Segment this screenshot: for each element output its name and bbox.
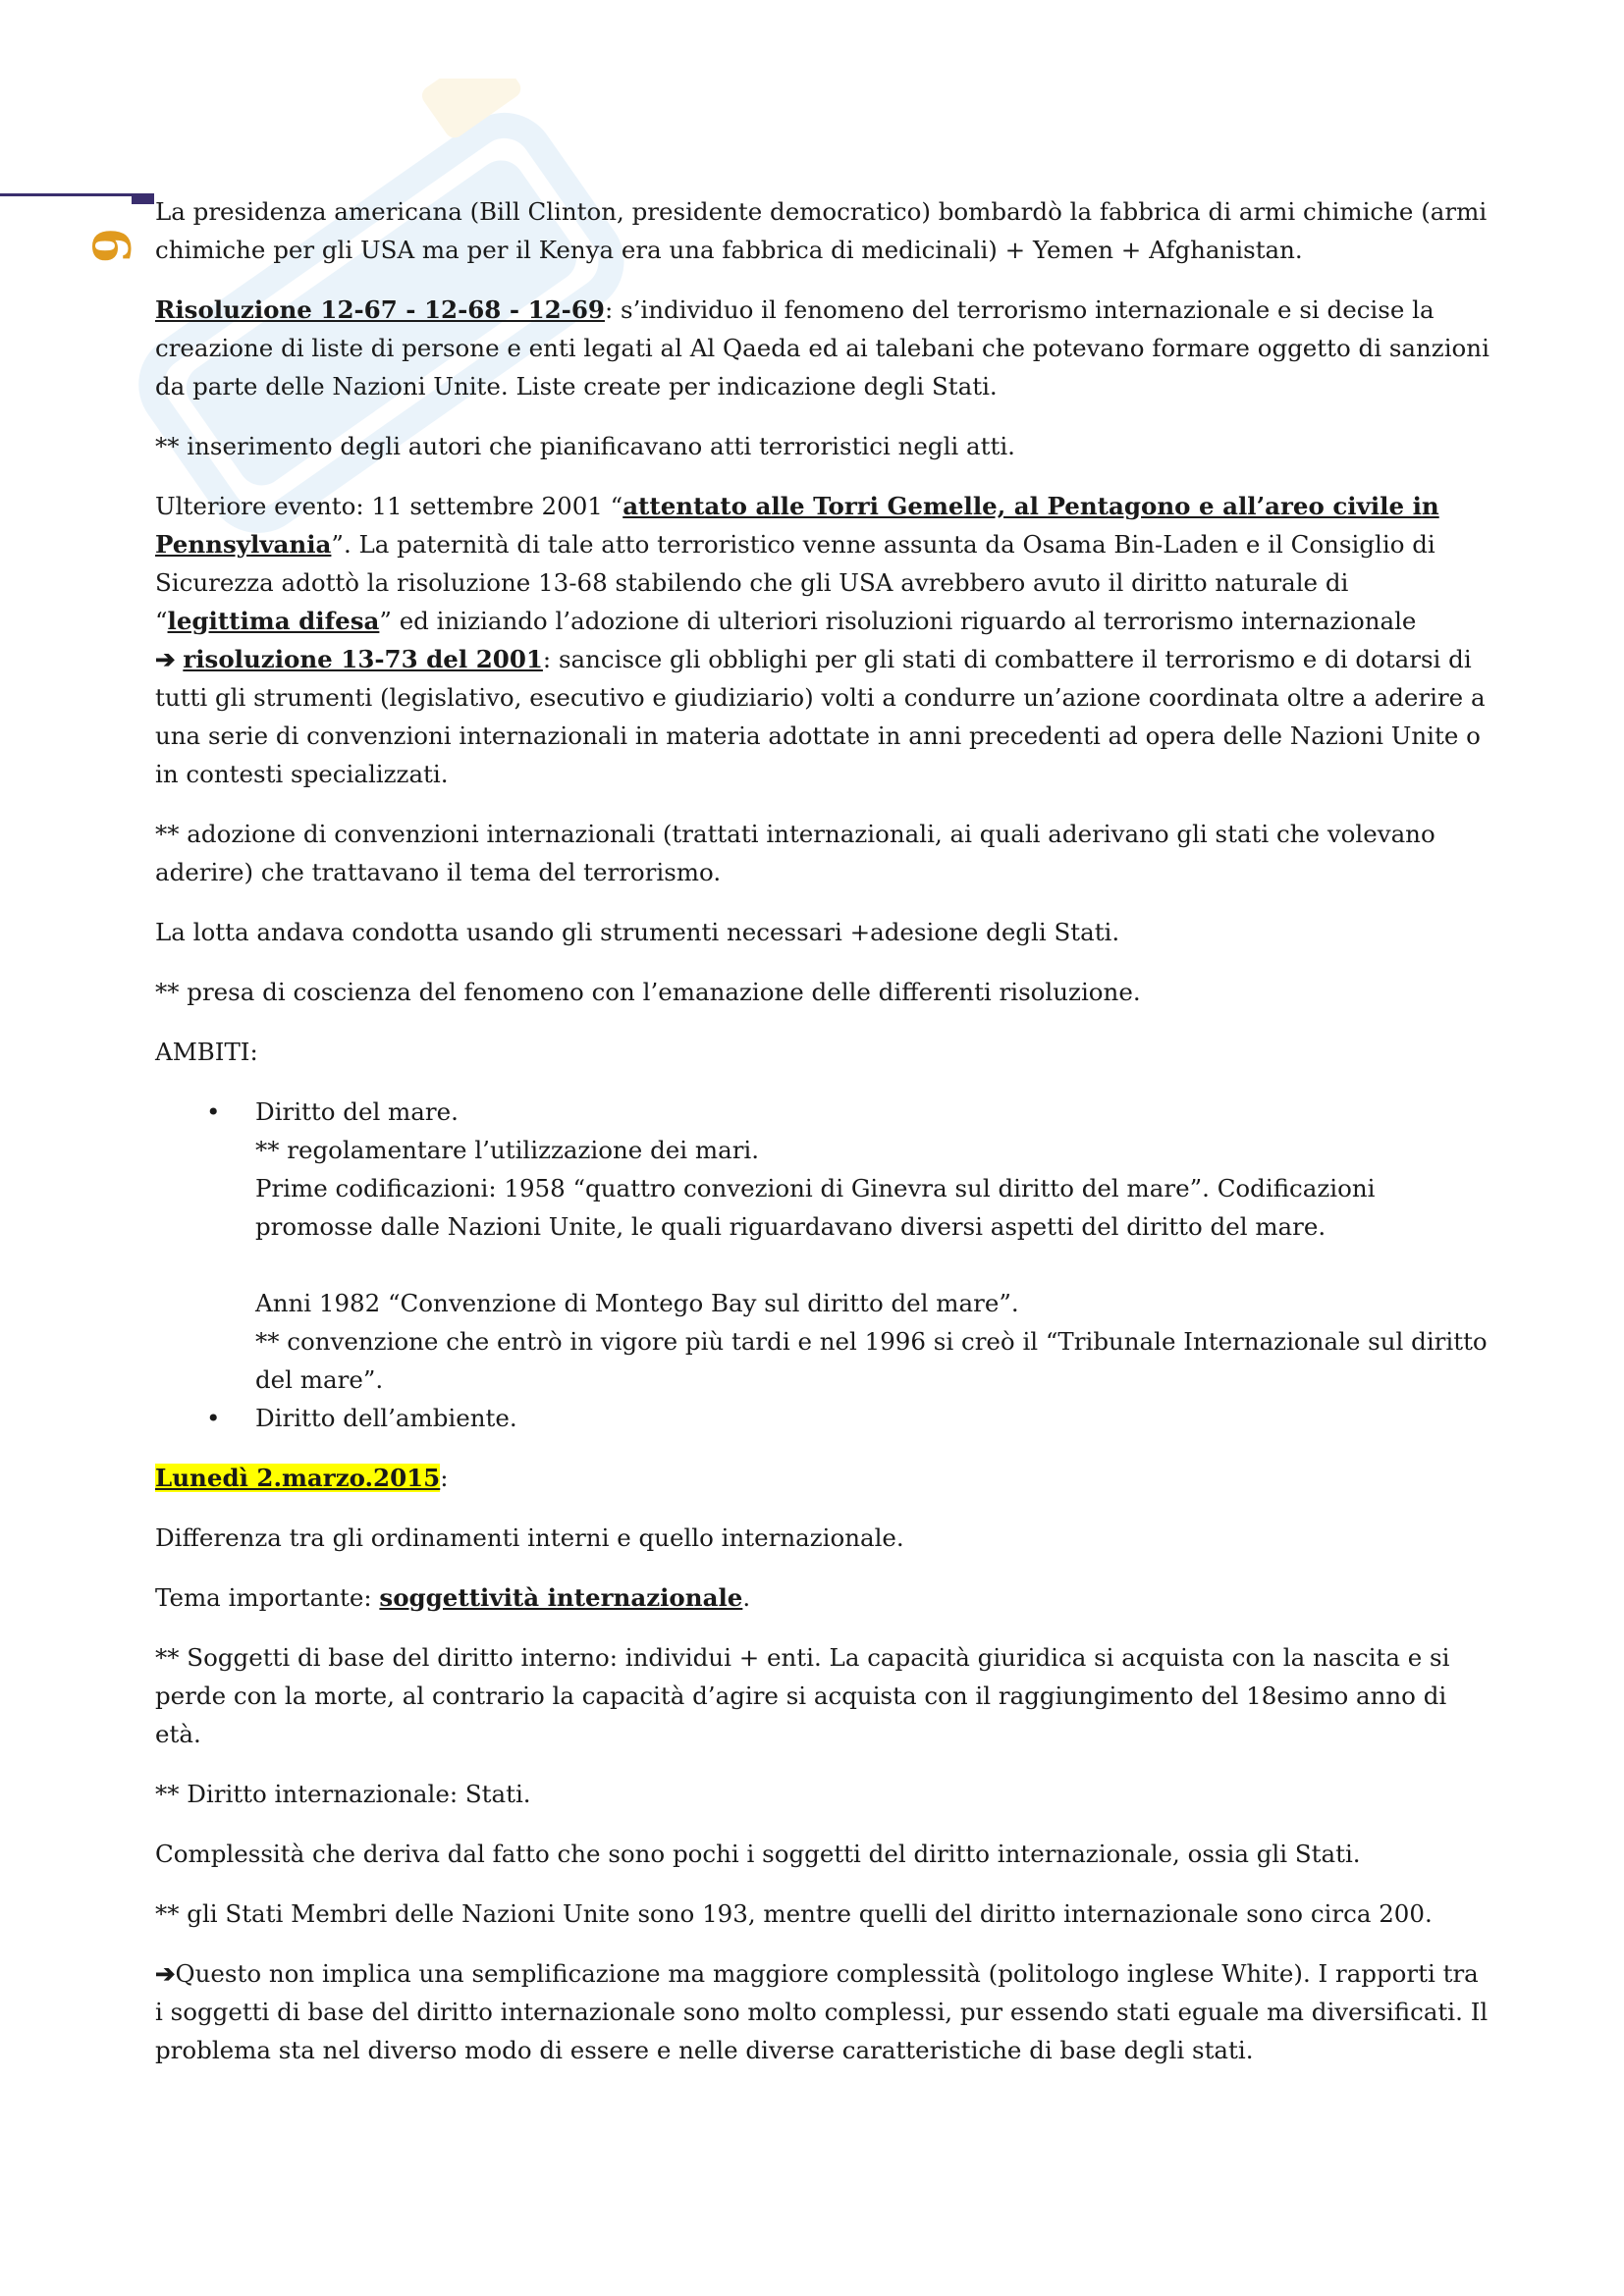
arrow-icon: ➔: [155, 1959, 176, 1988]
note-convenzioni: ** adozione di convenzioni internazionali (trattati internazionali, ai quali aderivano gli stati che volevano aderire) che trattavano il tema del terrorismo.: [155, 820, 1435, 886]
header-tab: [132, 196, 154, 204]
paragraph-clinton: La presidenza americana (Bill Clinton, presidente democratico) bombardò la fabbrica di armi chimiche (armi chimiche per gli USA ma per il Kenya era una fabbrica di medicinali) + Yemen + Afghanistan.: [155, 197, 1488, 264]
note-stati-membri: ** gli Stati Membri delle Nazioni Unite sono 193, mentre quelli del diritto internazionale sono circa 200.: [155, 1899, 1433, 1928]
bold-legittima-difesa: legittima difesa: [167, 607, 380, 635]
paragraph-11-settembre: [155, 487, 1490, 793]
text-segment: ” ed iniziando l’adozione di ulteriori risoluzioni riguardo al terrorismo internazionale: [379, 607, 1417, 635]
date-heading: [155, 1459, 1490, 1497]
ambiti-list: [155, 1093, 1490, 1437]
paragraph-lotta: La lotta andava condotta usando gli strumenti necessari +adesione degli Stati.: [155, 918, 1120, 946]
text-segment: Tema importante:: [155, 1583, 380, 1612]
paragraph-tema: [155, 1578, 1490, 1617]
bold-attentato: attentato alle Torri Gemelle, al Pentagono e all’areo civile in Pennsylvania: [155, 492, 1439, 559]
list-item-title: Diritto dell’ambiente.: [255, 1404, 517, 1432]
bold-risoluzione-1373: risoluzione 13-73 del 2001: [183, 645, 543, 673]
bold-soggettivita: soggettività internazionale: [379, 1583, 743, 1612]
date-label: Lunedì 2.marzo.2015: [155, 1464, 441, 1492]
list-item-note: ** convenzione che entrò in vigore più tardi e nel 1996 si creò il “Tribunale Internazionale sul diritto del mare”.: [255, 1327, 1488, 1394]
ambiti-heading: AMBITI:: [155, 1038, 258, 1066]
spacer: [255, 1246, 1490, 1284]
paragraph-complessita: Complessità che deriva dal fatto che sono pochi i soggetti del diritto internazionale, ossia gli Stati.: [155, 1840, 1361, 1868]
arrow-icon: ➔: [155, 645, 176, 673]
list-item-diritto-ambiente: [155, 1399, 1490, 1437]
risoluzione-text: : s’individuo il fenomeno del terrorismo internazionale e si decise la creazione di liste di persone e enti legati al Al Qaeda ed ai talebani che potevano formare oggetto di sanzioni da parte delle Nazioni Unite. Liste create per indicazione degli Stati.: [155, 295, 1489, 400]
note-soggetti: ** Soggetti di base del diritto interno: individui + enti. La capacità giuridica si acquista con la nascita e si perde con la morte, al contrario la capacità d’agire si acquista con il raggiungimento del 18esimo anno di età.: [155, 1643, 1450, 1748]
paragraph-differenza: Differenza tra gli ordinamenti interni e quello internazionale.: [155, 1523, 904, 1552]
text-segment: .: [742, 1583, 751, 1612]
list-item-note: ** regolamentare l’utilizzazione dei mari.: [255, 1136, 760, 1164]
list-item-text: Anni 1982 “Convenzione di Montego Bay sul diritto del mare”.: [255, 1289, 1019, 1317]
page-number: 9: [83, 227, 143, 264]
note-diritto-internazionale: ** Diritto internazionale: Stati.: [155, 1780, 531, 1808]
page-content: [155, 192, 1490, 2091]
risoluzione-heading: Risoluzione 12-67 - 12-68 - 12-69: [155, 295, 605, 324]
date-colon: :: [440, 1464, 449, 1492]
paragraph-risoluzione: [155, 291, 1490, 405]
text-segment: : sancisce gli obblighi per gli stati di combattere il terrorismo e di dotarsi di tutti gli strumenti (legislativo, esecutivo e giudiziario) volti a condurre un’azione coordinata oltre a aderire a una serie di convenzioni internazionali in materia adottate in anni precedenti ad opera delle Nazioni Unite o in contesti specializzati.: [155, 645, 1486, 788]
paragraph-white: [155, 1954, 1490, 2069]
list-item-title: Diritto del mare.: [255, 1097, 459, 1126]
text-segment: Ulteriore evento: 11 settembre 2001 “: [155, 492, 623, 520]
text-segment: Questo non implica una semplificazione ma maggiore complessità (politologo inglese White). I rapporti tra i soggetti di base del diritto internazionale sono molto complessi, pur essendo stati eguale ma diversificati. Il problema sta nel diverso modo di essere e nelle diverse caratteristiche di base degli stati.: [155, 1959, 1489, 2064]
list-item-diritto-mare: [155, 1093, 1490, 1399]
note-autori: ** inserimento degli autori che pianificavano atti terroristici negli atti.: [155, 432, 1015, 460]
note-coscienza: ** presa di coscienza del fenomeno con l’emanazione delle differenti risoluzione.: [155, 978, 1141, 1006]
list-item-text: Prime codificazioni: 1958 “quattro convezioni di Ginevra sul diritto del mare”. Codificazioni promosse dalle Nazioni Unite, le quali riguardavano diversi aspetti del diritto del mare.: [255, 1174, 1376, 1241]
text-segment: ”. La paternità di tale atto terroristico venne assunta da Osama Bin-Laden e il Consiglio di Sicurezza adottò la risoluzione 13-68 stabilendo che gli USA avrebbero avuto il diritto naturale di “: [155, 530, 1435, 635]
